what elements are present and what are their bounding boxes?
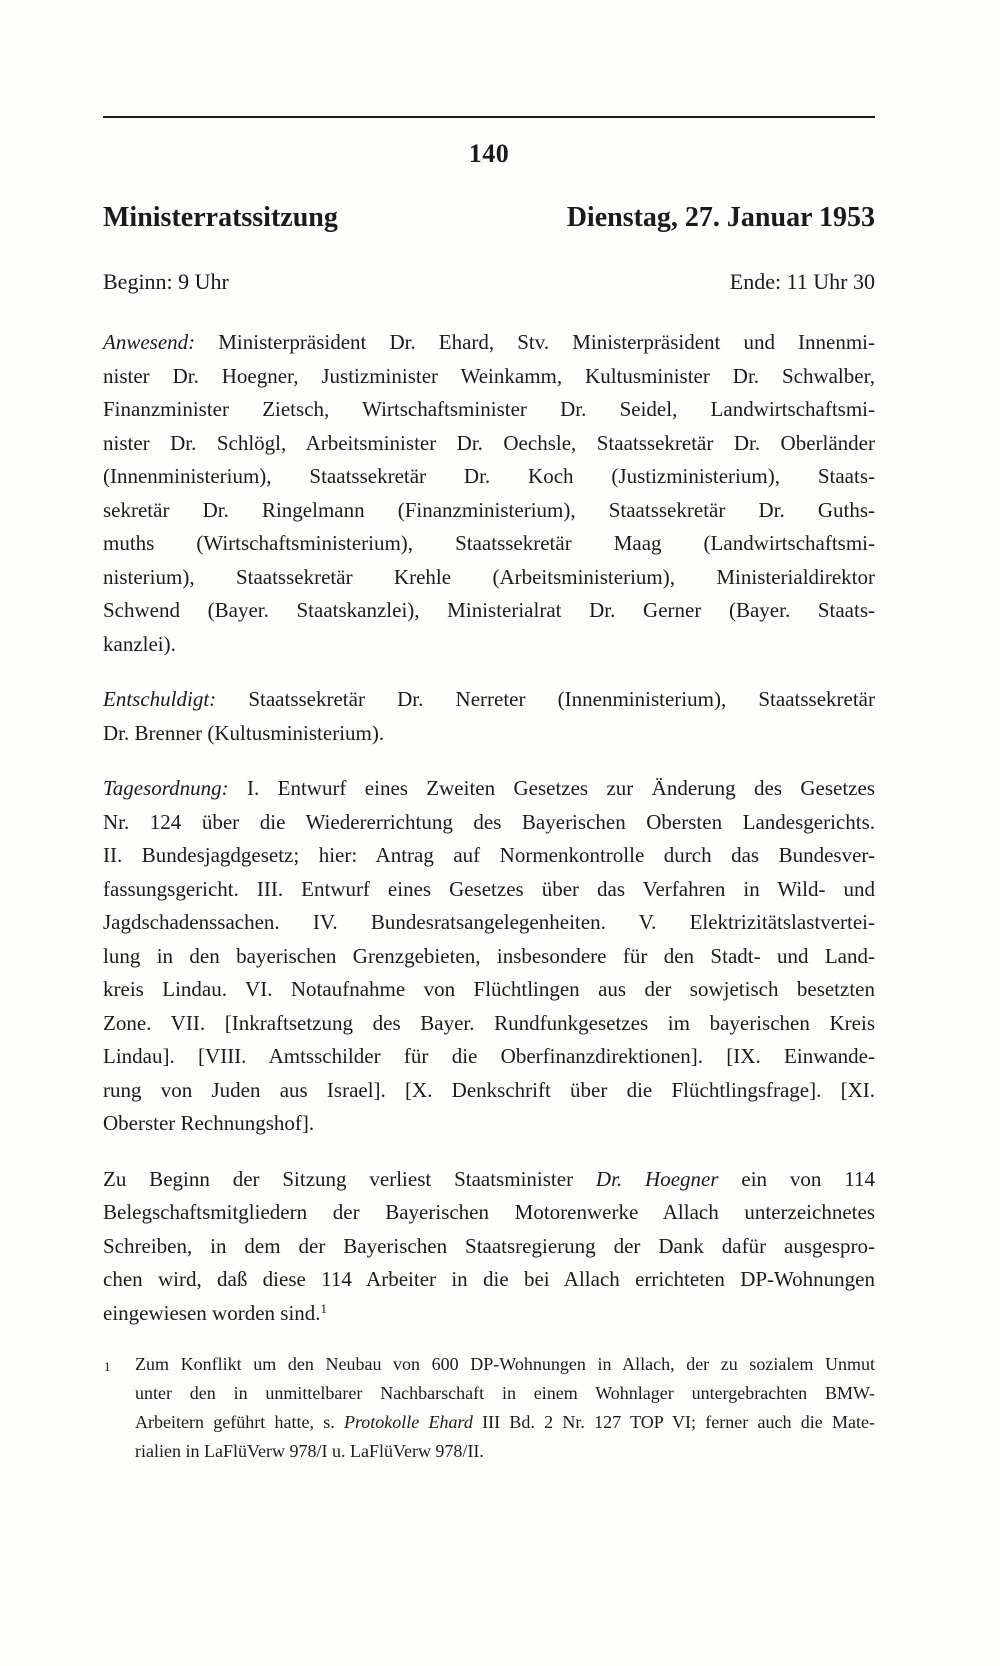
text-run: kreis Lindau. VI. Notaufnahme von Flüchtlingen aus der sowjetisch besetzten (103, 977, 875, 1001)
text-line (135, 1379, 875, 1408)
text-run: Oberster Rechnungshof]. (103, 1111, 315, 1135)
text-run: III Bd. 2 Nr. 127 TOP VI; ferner auch die Mate- (472, 1412, 875, 1432)
text-line (135, 1408, 875, 1437)
text-line (103, 1007, 875, 1041)
text-line (103, 561, 875, 595)
text-line (103, 393, 875, 427)
text-line (103, 1107, 875, 1141)
text-line (103, 683, 875, 717)
text-run: muths (Wirtschaftsministerium), Staatssekretär Maag (Landwirtschaftsmi- (103, 531, 875, 555)
text-run: Zone. VII. [Inkraftsetzung des Bayer. Rundfunkgesetzes im bayerischen Kreis (103, 1010, 875, 1035)
text-line (103, 460, 875, 494)
text-run: unter den in unmittelbarer Nachbarschaft in einem Wohnlager untergebrachten BMW- (135, 1383, 875, 1403)
text-line (103, 940, 875, 974)
italic-text-run: Protokolle Ehard (343, 1412, 473, 1432)
text-line (103, 628, 875, 662)
text-run: II. Bundesjagdgesetz; hier: Antrag auf Normenkontrolle durch das Bundesver- (103, 843, 875, 867)
text-run: Ministerpräsident Dr. Ehard, Stv. Ministerpräsident und Innenmi- (195, 330, 875, 354)
text-run: Zu Beginn der Sitzung verliest Staatsminister (103, 1166, 596, 1191)
text-run: Nr. 124 über die Wiedererrichtung des Bayerischen Obersten Landesgerichts. (103, 809, 875, 834)
header-rule (103, 116, 875, 118)
text-line (135, 1437, 875, 1466)
text-line (103, 326, 875, 360)
text-run: chen wird, daß diese 114 Arbeiter in die bei Allach errichteten DP-Wohnungen (103, 1267, 875, 1291)
paragraph-anwesend (103, 326, 875, 661)
text-line (103, 494, 875, 528)
footnote-reference: 1 (320, 1300, 328, 1316)
text-run: nisterium), Staatssekretär Krehle (Arbeitsministerium), Ministerialdirektor (103, 564, 875, 589)
title-row (103, 202, 875, 234)
italic-text-run: Entschuldigt: (103, 687, 217, 711)
italic-text-run: Anwesend: (103, 330, 196, 354)
text-run: fassungsgericht. III. Entwurf eines Gesetzes über das Verfahren in Wild- und (103, 876, 875, 901)
text-line (103, 594, 875, 628)
text-line (103, 717, 875, 751)
text-line (103, 839, 875, 873)
text-line (103, 360, 875, 394)
text-line (103, 427, 875, 461)
text-run: Dr. Brenner (Kultusministerium). (103, 720, 385, 745)
text-line (135, 1350, 875, 1379)
italic-text-run: Tagesordnung: (103, 776, 229, 800)
text-line (103, 1163, 875, 1197)
document-body (103, 326, 875, 1352)
text-line (103, 527, 875, 561)
text-run: Arbeitern geführt hatte, s. (135, 1412, 344, 1432)
page-number: 140 (468, 139, 510, 168)
text-run: Belegschaftsmitgliedern der Bayerischen Motorenwerke Allach unterzeichnetes (103, 1200, 875, 1224)
text-line (103, 873, 875, 907)
text-run: Schreiben, in dem der Bayerischen Staatsregierung der Dank dafür ausgespro- (103, 1233, 875, 1258)
text-line (103, 1230, 875, 1264)
text-line (103, 1196, 875, 1230)
text-run: kanzlei). (103, 631, 176, 656)
text-line (103, 973, 875, 1007)
text-run: nister Dr. Hoegner, Justizminister Weinkamm, Kultusminister Dr. Schwalber, (103, 363, 875, 388)
text-run: eingewiesen worden sind. (103, 1300, 321, 1325)
text-line (103, 1040, 875, 1074)
paragraph-entschuldigt (103, 683, 875, 750)
text-run: Lindau]. [VIII. Amtsschilder für die Oberfinanzdirektionen]. [IX. Einwande- (103, 1044, 875, 1068)
text-run: sekretär Dr. Ringelmann (Finanzministerium), Staatssekretär Dr. Guths- (103, 497, 875, 522)
text-column (103, 0, 875, 1666)
text-run: rung von Juden aus Israel]. [X. Denkschrift über die Flüchtlingsfrage]. [XI. (103, 1077, 875, 1102)
text-line (103, 906, 875, 940)
paragraph-tagesordnung (103, 772, 875, 1141)
text-run: (Innenministerium), Staatssekretär Dr. Koch (Justizministerium), Staats- (103, 464, 875, 488)
text-run: lung in den bayerischen Grenzgebieten, insbesondere für den Stadt- und Land- (103, 943, 875, 968)
footnote (103, 1350, 875, 1466)
text-run: rialien in LaFlüVerw 978/I u. LaFlüVerw 978/II. (135, 1441, 484, 1461)
text-run: I. Entwurf eines Zweiten Gesetzes zur Änderung des Gesetzes (228, 776, 875, 800)
text-run: ein von 114 (718, 1166, 875, 1191)
text-line (103, 806, 875, 840)
session-title: Ministerratssitzung (103, 202, 338, 233)
text-run: Finanzminister Zietsch, Wirtschaftsminister Dr. Seidel, Landwirtschaftsmi- (103, 397, 875, 421)
text-line (103, 1074, 875, 1108)
italic-text-run: Dr. Hoegner (595, 1166, 719, 1191)
text-run: Jagdschadenssachen. IV. Bundesratsangelegenheiten. V. Elektrizitätslastvertei- (103, 910, 875, 934)
text-line (103, 1263, 875, 1297)
text-line (103, 1297, 875, 1331)
session-begin-time: Beginn: 9 Uhr (103, 269, 229, 294)
session-date: Dienstag, 27. Januar 1953 (566, 202, 875, 233)
times-row (103, 269, 875, 295)
text-run: Zum Konflikt um den Neubau von 600 DP-Wohnungen in Allach, der zu sozialem Unmut (135, 1354, 875, 1374)
text-run: Schwend (Bayer. Staatskanzlei), Ministerialrat Dr. Gerner (Bayer. Staats- (103, 598, 875, 622)
session-end-time: Ende: 11 Uhr 30 (729, 269, 875, 294)
text-run: nister Dr. Schlögl, Arbeitsminister Dr. Oechsle, Staatssekretär Dr. Oberländer (103, 430, 875, 455)
text-line (103, 772, 875, 806)
paragraph-opening-remarks (103, 1163, 875, 1331)
footnote-text (135, 1350, 875, 1466)
text-run: Staatssekretär Dr. Nerreter (Innenministerium), Staatssekretär (216, 687, 875, 711)
footnote-marker: 1 (104, 1359, 111, 1374)
